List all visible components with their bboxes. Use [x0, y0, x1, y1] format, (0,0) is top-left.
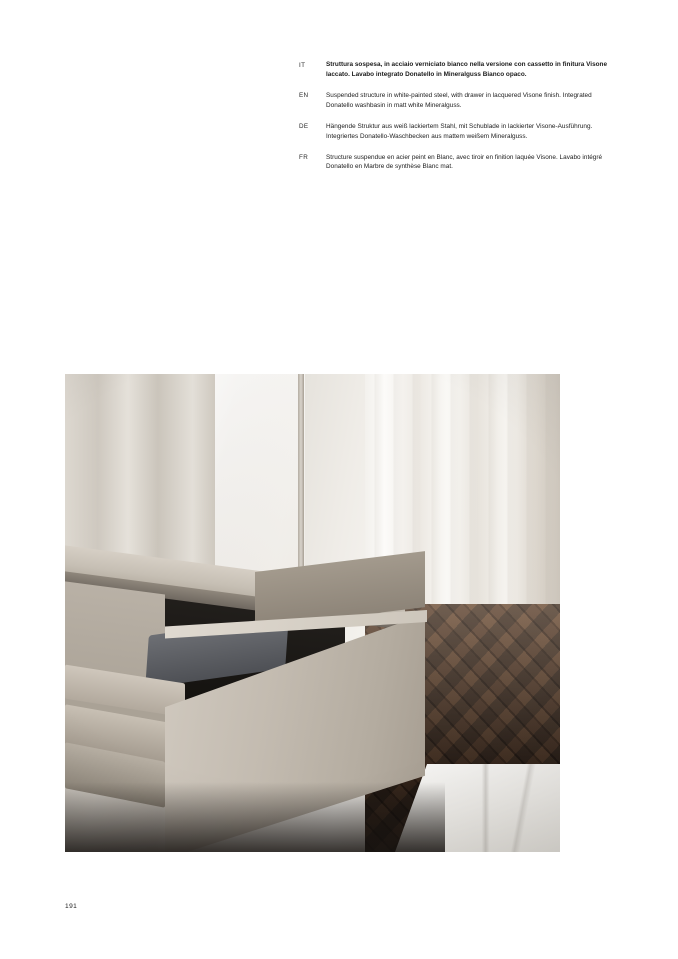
caption-block: [299, 60, 615, 172]
caption-row-fr: [299, 153, 615, 173]
caption-language-it: IT: [299, 61, 306, 69]
caption-text-en: Suspended structure in white-painted steel, with drawer in lacquered Visone finish. Integrated Donatello washbasin in matt white Mineralguss.: [326, 91, 592, 109]
caption-language-fr: FR: [299, 154, 309, 162]
caption-row-de: [299, 122, 615, 142]
caption-text-fr: Structure suspendue en acier peint en Blanc, avec tiroir en finition laquée Visone. Lavabo intégré Donatello en Marbre de synthèse Blanc mat.: [326, 153, 603, 171]
caption-language-de: DE: [299, 123, 309, 131]
caption-row-en: [299, 91, 615, 111]
caption-row-it: [299, 60, 615, 80]
page-number: 191: [65, 903, 78, 910]
photo-bottom-shadow: [65, 782, 445, 852]
product-photograph: [65, 374, 560, 852]
caption-text-it: Struttura sospesa, in acciaio verniciato bianco nella versione con cassetto in finitura Visone laccato. Lavabo integrato Donatello in Mineralguss Bianco opaco.: [326, 61, 608, 78]
caption-language-en: EN: [299, 92, 309, 100]
caption-text-de: Hängende Struktur aus weiß lackiertem Stahl, mit Schublade in lackierter Visone-Ausführung. Integriertes Donatello-Waschbecken aus mattem weißem Mineralguss.: [326, 122, 593, 140]
